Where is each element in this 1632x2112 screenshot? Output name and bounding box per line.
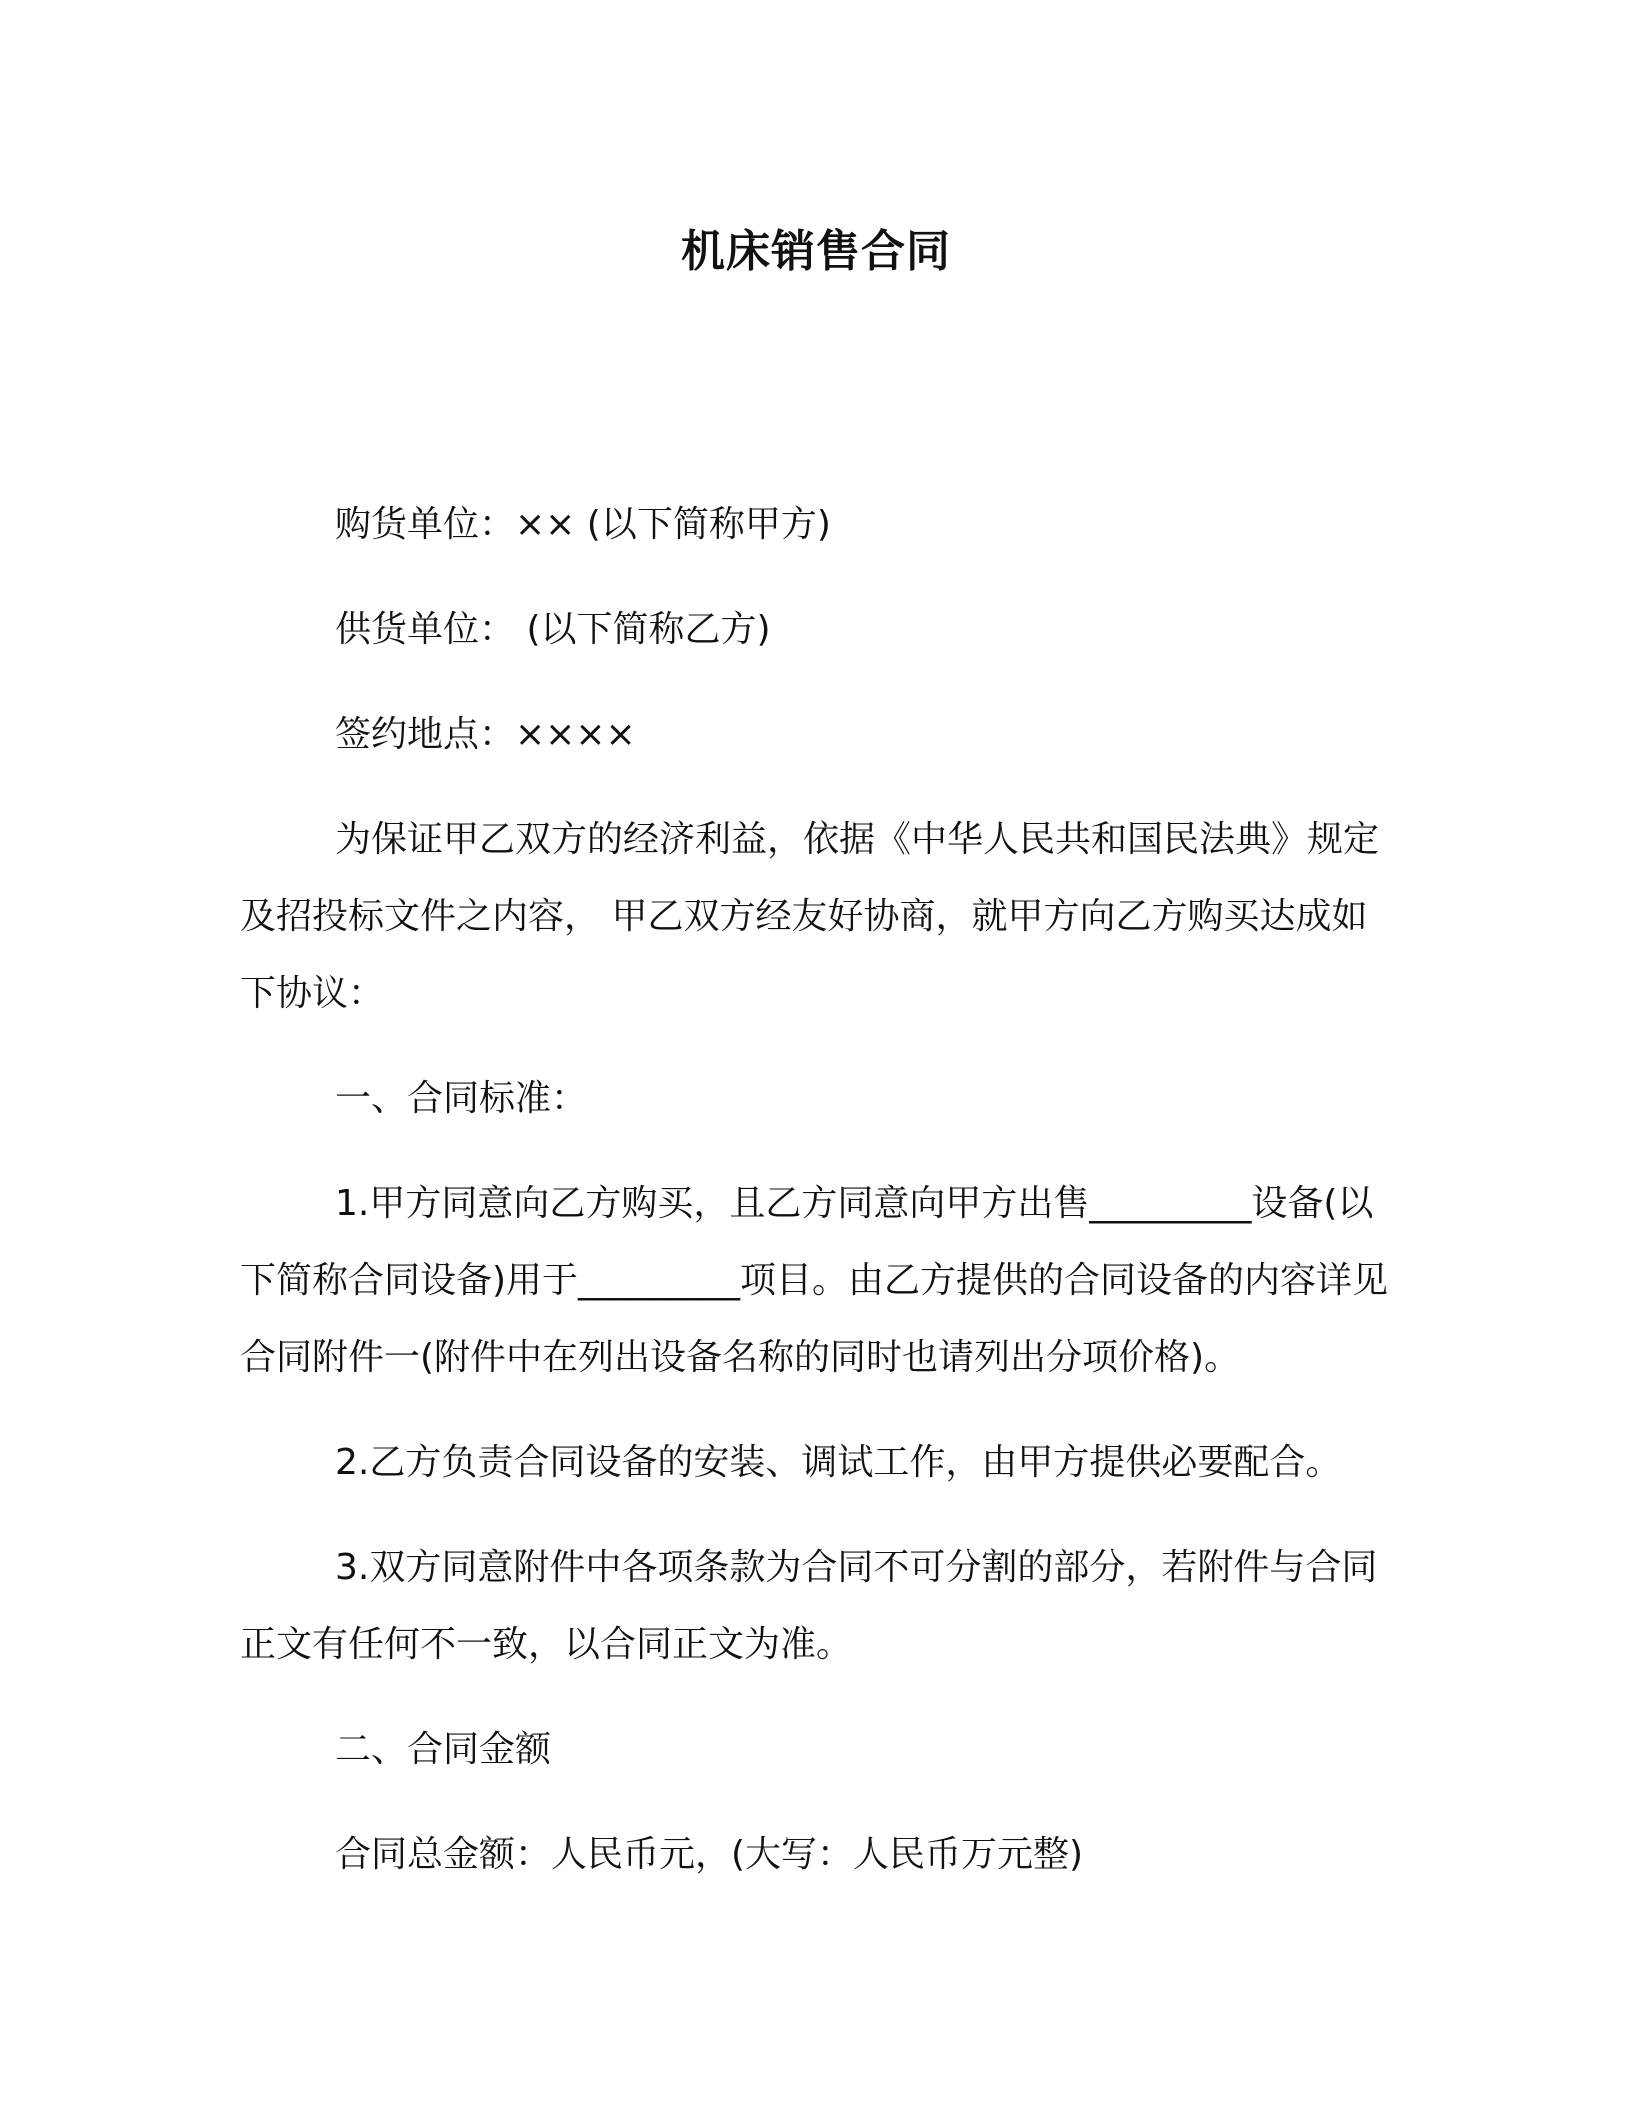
section-2-heading: 二、合同金额	[335, 1729, 552, 1770]
clause-3-paragraph: 3.双方同意附件中各项条款为合同不可分割的部分，若附件与合同正文有任何不一致，以合同正文为准。	[240, 1547, 1378, 1665]
section-1-heading: 一、合同标准：	[335, 1078, 588, 1119]
clause-2-paragraph: 2.乙方负责合同设备的安装、调试工作，由甲方提供必要配合。	[335, 1442, 1342, 1483]
document-body	[240, 486, 1390, 1921]
buyer-line: 购货单位：×× (以下简称甲方)	[335, 504, 831, 545]
supplier-line: 供货单位： (以下简称乙方)	[335, 609, 771, 650]
document-title: 机床销售合同	[681, 226, 951, 277]
clause-1-paragraph: 1.甲方同意向乙方购买，且乙方同意向甲方出售_________设备(以下简称合同设备)用于_________项目。由乙方提供的合同设备的内容详见合同附件一(附件中在列出设备名称的同时也请列出分项价格)。	[240, 1183, 1389, 1378]
preamble-paragraph: 为保证甲乙双方的经济利益，依据《中华人民共和国民法典》规定及招投标文件之内容， 甲乙双方经友好协商，就甲方向乙方购买达成如下协议：	[240, 819, 1380, 1014]
signing-place-line: 签约地点：××××	[335, 714, 636, 755]
total-amount-line: 合同总金额：人民币元，(大写：人民币万元整)	[335, 1834, 1084, 1875]
